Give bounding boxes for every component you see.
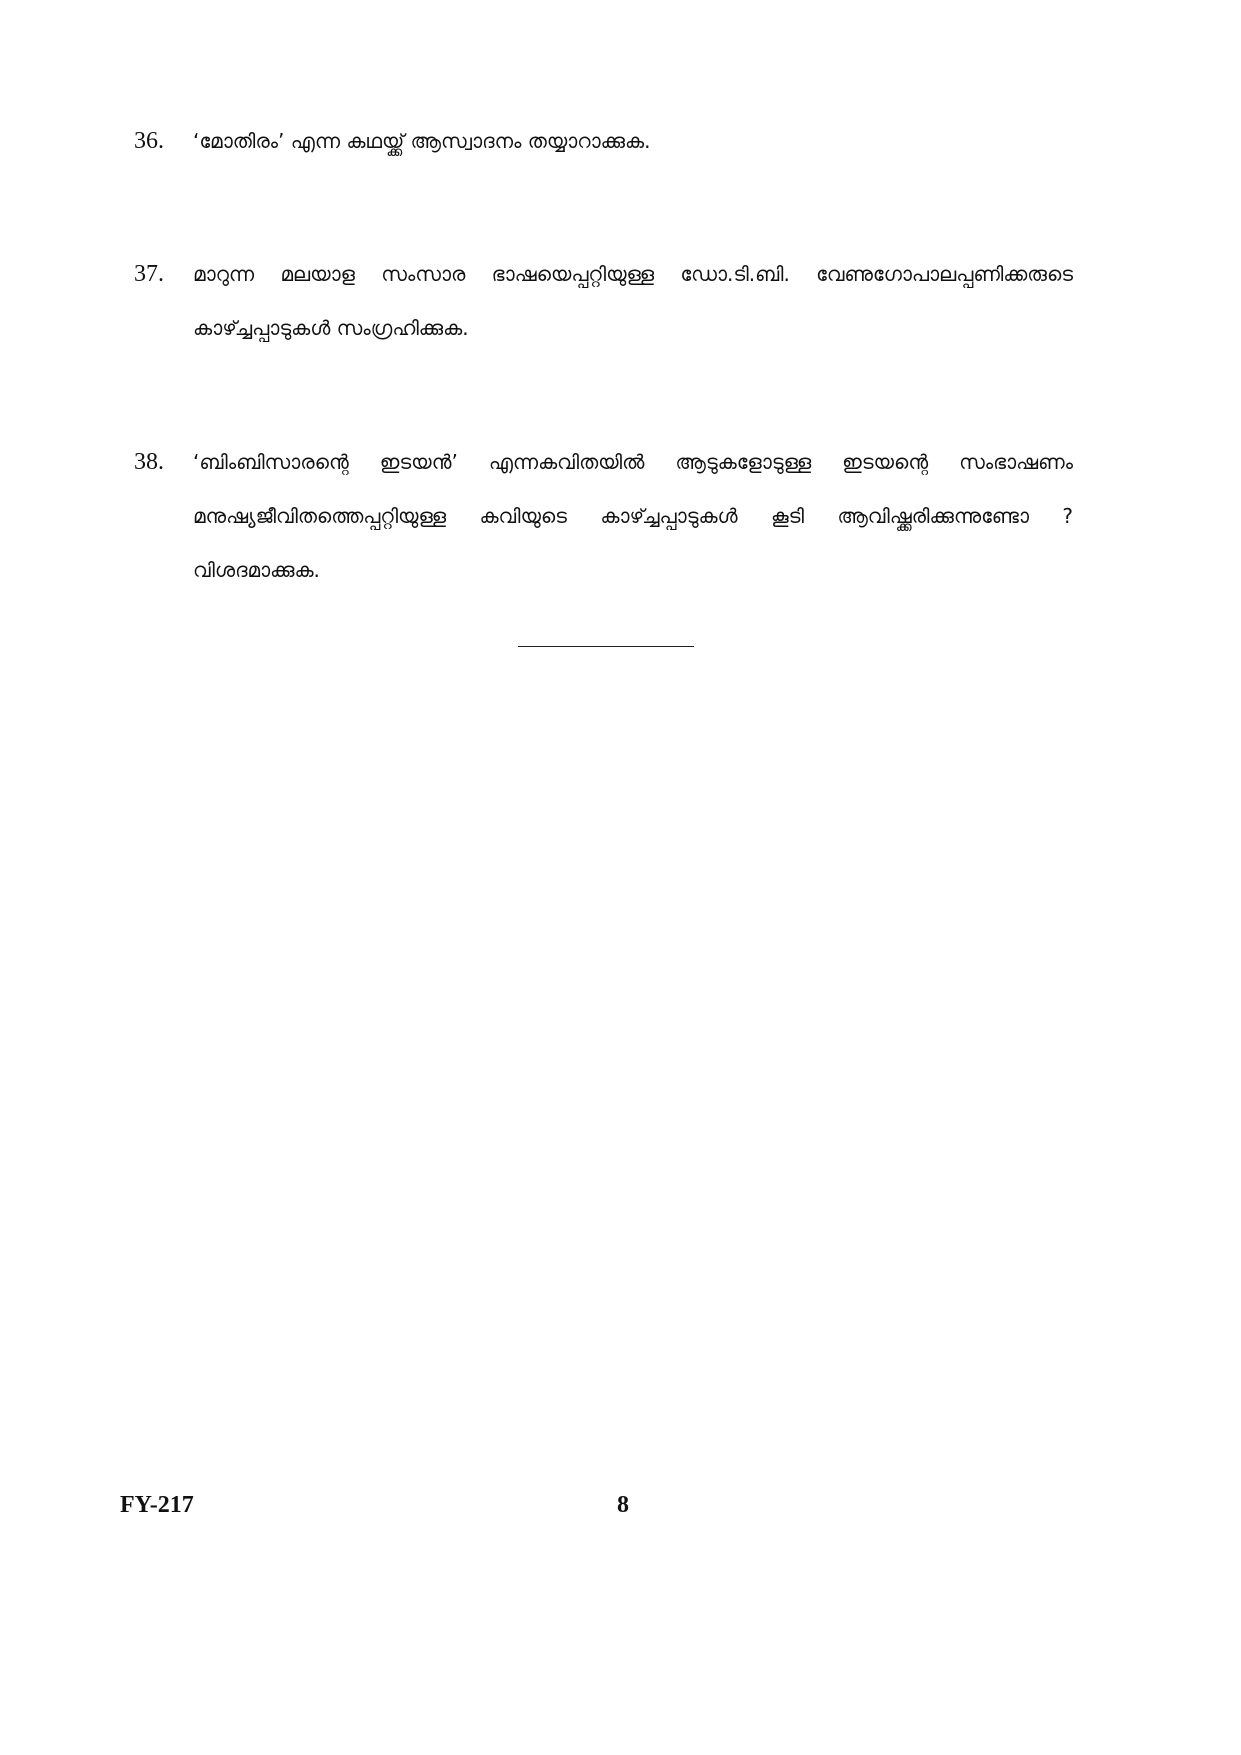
question-text-line: കാഴ്ച്ചപ്പാടുകൾ സംഗ്രഹിക്കുക. [193,316,469,340]
page-number: 8 [617,1492,629,1518]
question-text-line: ‘മോതിരം’ എന്ന കഥയ്ക്ക് ആസ്വാദനം തയ്യാറാക്കുക. [193,129,651,153]
question-number: 36. [134,128,164,154]
question-text-line: മാറുന്ന മലയാള സംസാര ഭാഷയെപ്പറ്റിയുള്ള ഡോ.ടി.ബി. വേണുഗോപാലപ്പണിക്കരുടെ [193,262,1073,286]
question-text-line: മനുഷ്യജീവിതത്തെപ്പറ്റിയുള്ള കവിയുടെ കാഴ്ച്ചപ്പാടുകൾ കൂടി ആവിഷ്ക്കരിക്കുന്നുണ്ടോ ? [193,504,1073,528]
end-divider [518,646,694,647]
question-text-line: ‘ബിംബിസാരന്റെ ഇടയൻ’ എന്നകവിതയിൽ ആടുകളോടുള്ള ഇടയന്റെ സംഭാഷണം [193,450,1073,474]
question-text-line: വിശദമാക്കുക. [193,558,320,582]
paper-code: FY-217 [120,1492,194,1518]
question-number: 38. [134,449,164,475]
question-number: 37. [134,261,164,287]
